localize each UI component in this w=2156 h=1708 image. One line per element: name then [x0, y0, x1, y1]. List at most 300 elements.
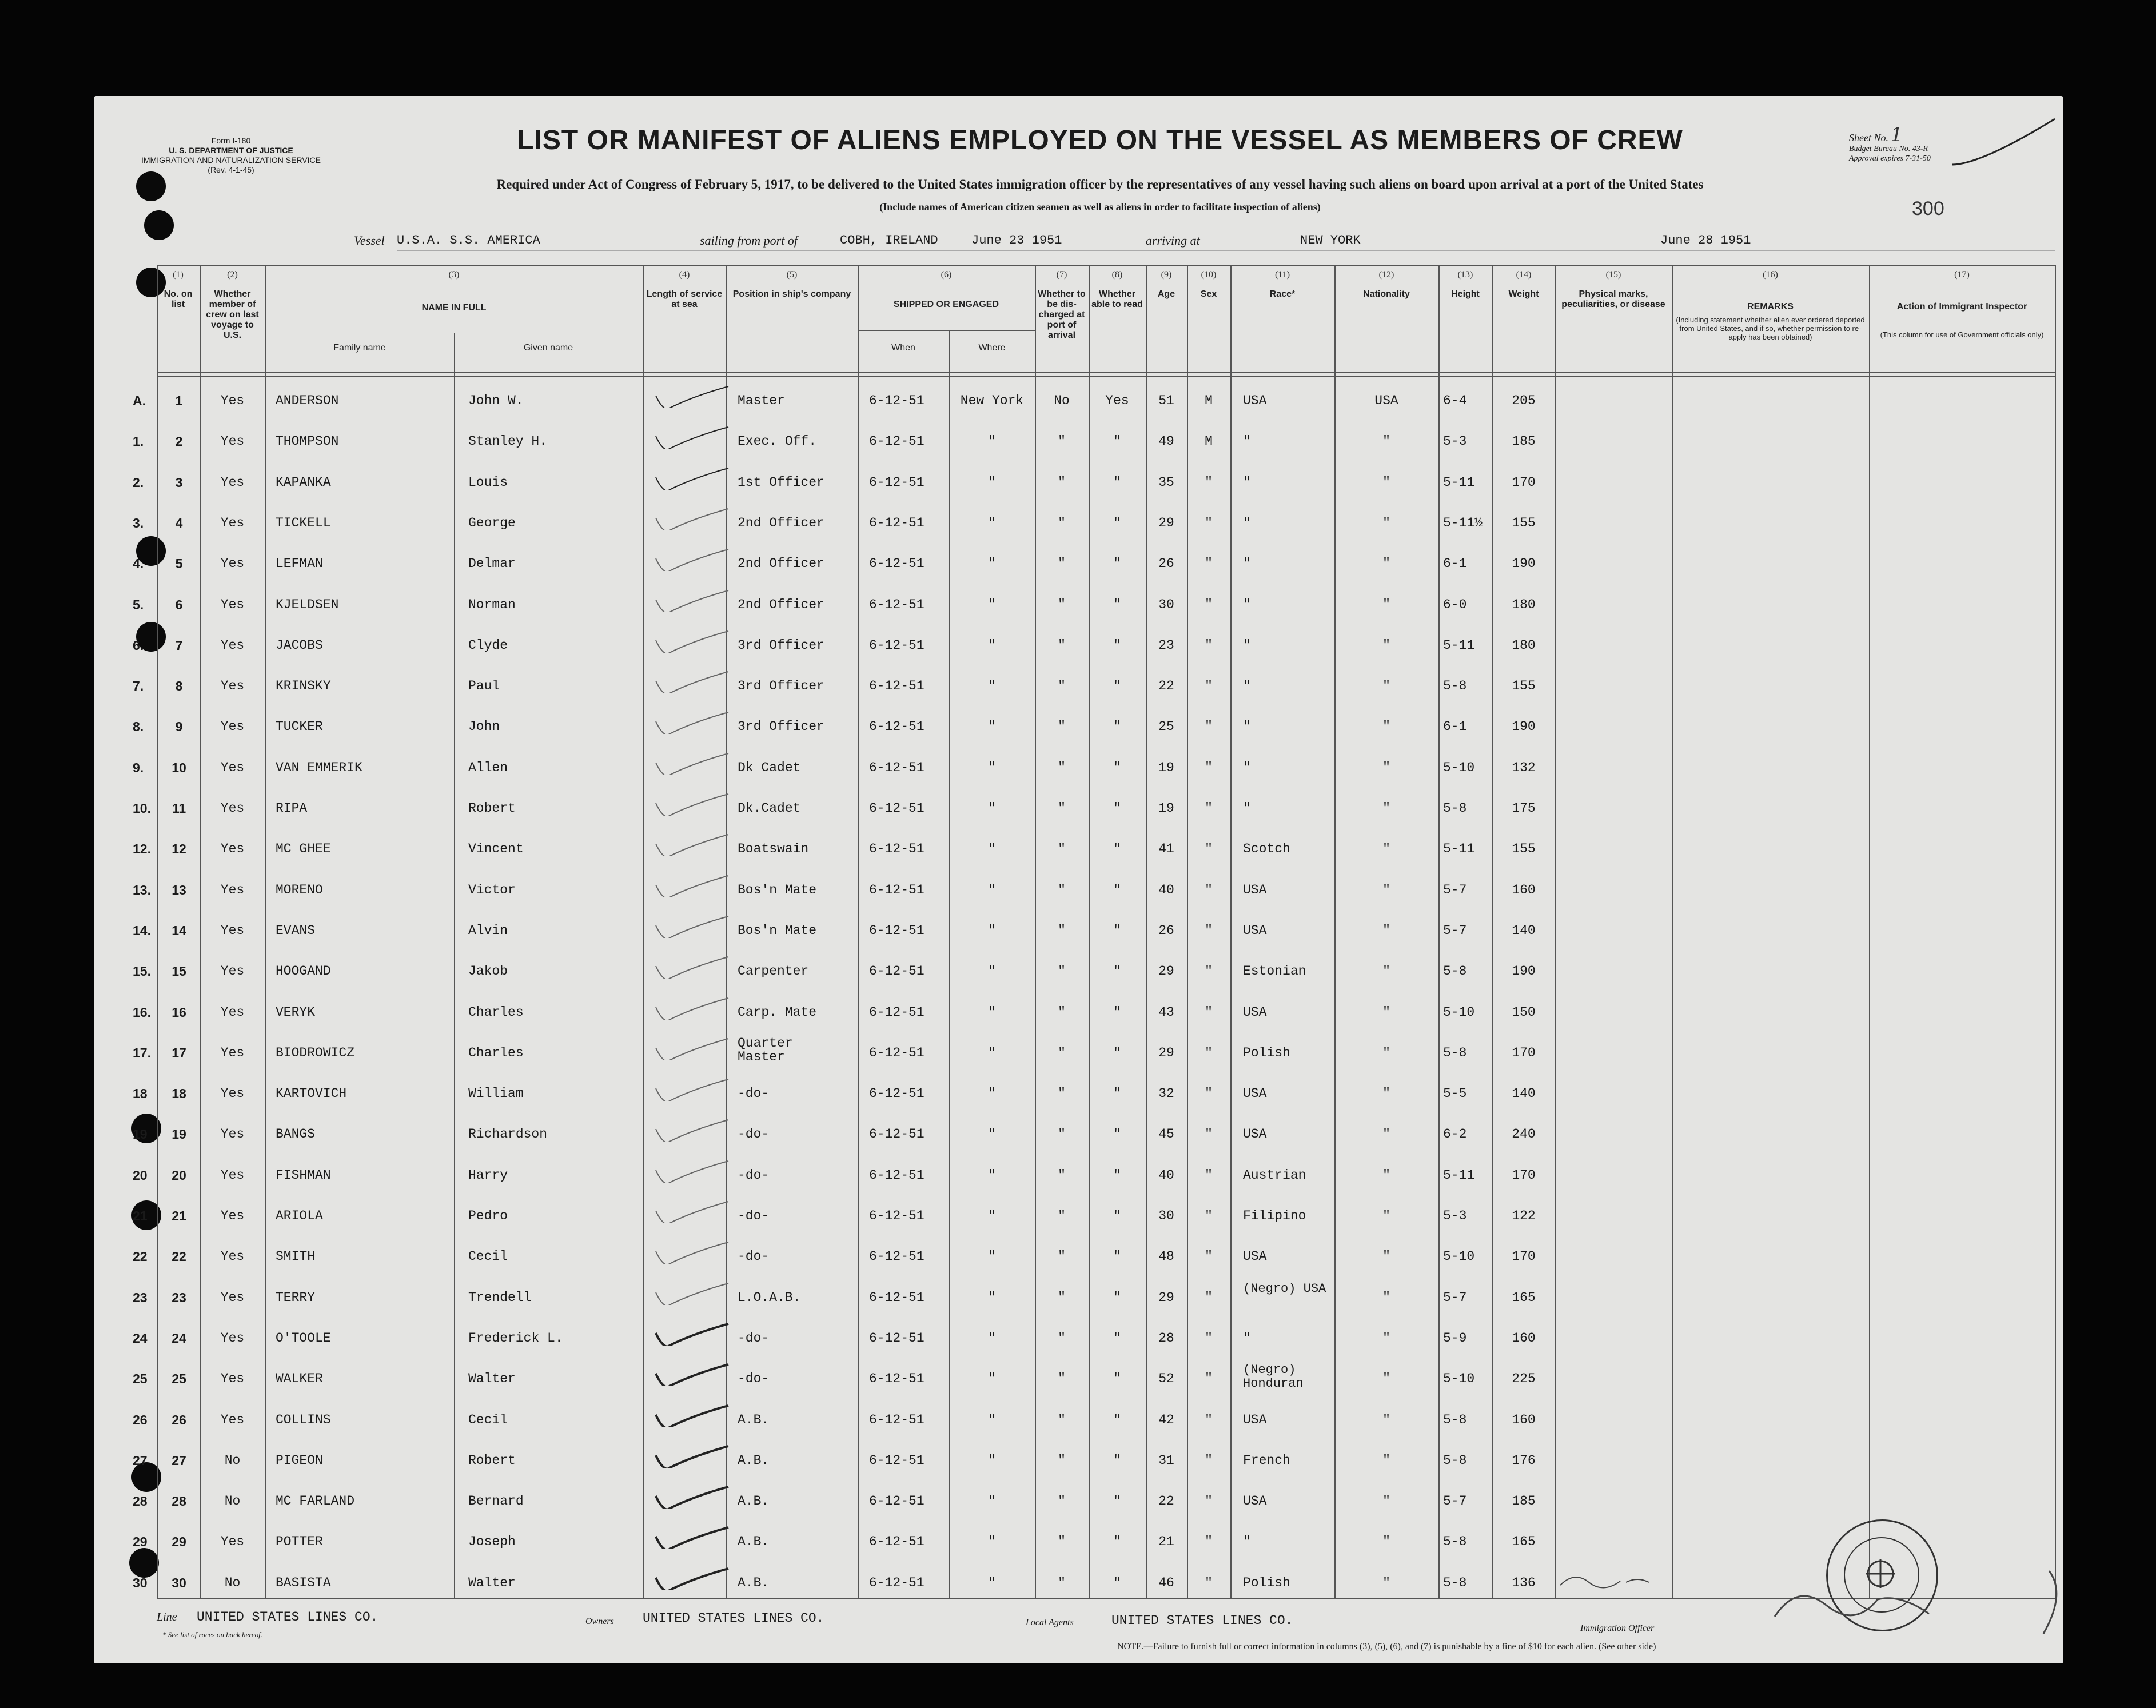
cell-where: " [988, 679, 996, 694]
cell-age: 28 [1158, 1330, 1174, 1346]
cell-race: Scotch [1243, 841, 1290, 857]
check-mark-icon [651, 508, 737, 530]
cell-family: KAPANKA [276, 474, 331, 490]
cell-given: Richardson [468, 1127, 548, 1142]
cell-age: 25 [1158, 719, 1174, 735]
stamp-number: 300 [1912, 198, 1944, 220]
column-rule [1230, 265, 1232, 1598]
cell-when: 6-12-51 [869, 1086, 924, 1102]
cell-when: 6-12-51 [869, 434, 924, 449]
arrival-port: NEW YORK [1300, 233, 1361, 248]
cell-read: " [1113, 474, 1121, 490]
cell-race: Filipino [1243, 1208, 1306, 1223]
vessel-label: Vessel [354, 233, 385, 248]
cell-disch: " [1058, 1575, 1066, 1590]
sailing-date: June 23 1951 [971, 233, 1062, 248]
column-header: Nationality [1363, 289, 1410, 299]
cell-when: 6-12-51 [869, 1004, 924, 1020]
cell-age: 51 [1158, 393, 1174, 408]
cell-height: 5-10 [1443, 1004, 1475, 1020]
cell-race: Polish [1243, 1575, 1290, 1590]
cell-sex: " [1205, 556, 1213, 572]
cell-given: Jakob [468, 964, 508, 979]
cell-weight: 190 [1512, 719, 1536, 735]
cell-when: 6-12-51 [869, 393, 924, 408]
row-prefix: 23 [133, 1290, 148, 1305]
cell-sex: " [1205, 1086, 1213, 1102]
cell-sex: " [1205, 1452, 1213, 1468]
cell-height: 6-2 [1443, 1127, 1467, 1142]
cell-disch: " [1058, 1004, 1066, 1020]
check-mark-icon [651, 752, 737, 775]
cell-age: 40 [1158, 1167, 1174, 1183]
row-number: 27 [172, 1452, 186, 1468]
cell-where: " [988, 556, 996, 572]
cell-weight: 122 [1512, 1208, 1536, 1223]
cell-read: " [1113, 637, 1121, 653]
cell-when: 6-12-51 [869, 515, 924, 530]
cell-crew: Yes [220, 801, 245, 816]
cell-race: USA [1243, 1004, 1267, 1020]
cell-when: 6-12-51 [869, 1330, 924, 1346]
cell-race: USA [1243, 1412, 1267, 1427]
cell-nat: " [1382, 1249, 1390, 1264]
cell-crew: Yes [220, 556, 245, 572]
cell-where: " [988, 1004, 996, 1020]
cell-crew: Yes [220, 1086, 245, 1102]
cell-position: A.B. [738, 1575, 770, 1590]
cell-where: New York [960, 393, 1024, 408]
cell-read: " [1113, 1575, 1121, 1590]
column-number: (15) [1605, 270, 1621, 280]
cell-nat: " [1382, 1494, 1390, 1509]
divider [157, 372, 2055, 373]
cell-position: 2nd Officer [738, 515, 824, 530]
cell-when: 6-12-51 [869, 1249, 924, 1264]
cell-position: -do- [738, 1167, 770, 1183]
cell-where: " [988, 841, 996, 857]
check-mark-icon [651, 1323, 737, 1346]
cell-age: 49 [1158, 434, 1174, 449]
cell-family: RIPA [276, 801, 308, 816]
cell-where: " [988, 515, 996, 530]
cell-crew: Yes [220, 1045, 245, 1060]
cell-height: 5-11 [1443, 474, 1475, 490]
cell-sex: " [1205, 637, 1213, 653]
cell-disch: " [1058, 801, 1066, 816]
cell-sex: " [1205, 1167, 1213, 1183]
cell-height: 5-8 [1443, 1534, 1467, 1550]
cell-read: " [1113, 1086, 1121, 1102]
row-number: 8 [175, 679, 183, 694]
cell-read: " [1113, 597, 1121, 612]
cell-sex: " [1205, 1004, 1213, 1020]
column-header-note: (Including statement whether alien ever ordered deported from United States, and if so, whether permission to re-apply has been obtained) [1676, 316, 1865, 341]
cell-position: Dk Cadet [738, 760, 801, 775]
column-header: Position in ship's company [732, 289, 851, 299]
cell-weight: 160 [1512, 1412, 1536, 1427]
cell-family: ARIOLA [276, 1208, 323, 1223]
cell-read: " [1113, 1534, 1121, 1550]
column-rule [454, 333, 455, 1598]
cell-given: Pedro [468, 1208, 508, 1223]
cell-sex: " [1205, 760, 1213, 775]
cell-race: Polish [1243, 1045, 1290, 1060]
cell-disch: " [1058, 1534, 1066, 1550]
sheet-label: Sheet No. [1849, 132, 1888, 143]
row-number: 3 [175, 474, 183, 490]
cell-nat: " [1382, 882, 1390, 897]
column-header: Weight [1508, 289, 1539, 299]
cell-where: " [988, 597, 996, 612]
cell-read: " [1113, 679, 1121, 694]
column-header: Whether member of crew on last voyage to U.S. [206, 289, 259, 340]
row-prefix: 15. [133, 964, 151, 979]
cell-crew: Yes [220, 882, 245, 897]
row-prefix: 12. [133, 841, 151, 857]
row-number: 26 [172, 1412, 186, 1427]
cell-crew: Yes [220, 1534, 245, 1550]
check-mark-icon [651, 1119, 737, 1142]
cell-read: " [1113, 760, 1121, 775]
cell-read: " [1113, 1127, 1121, 1142]
cell-nat: " [1382, 841, 1390, 857]
cell-disch: " [1058, 1371, 1066, 1387]
cell-position: A.B. [738, 1412, 770, 1427]
cell-where: " [988, 1290, 996, 1305]
cell-where: " [988, 964, 996, 979]
row-prefix: 20 [133, 1167, 148, 1183]
cell-nat: " [1382, 1086, 1390, 1102]
cell-position: 2nd Officer [738, 556, 824, 572]
cell-weight: 185 [1512, 434, 1536, 449]
cell-height: 5-8 [1443, 1412, 1467, 1427]
column-number: (11) [1274, 270, 1290, 280]
cell-given: Trendell [468, 1290, 532, 1305]
cell-family: WALKER [276, 1371, 323, 1387]
check-mark-icon [651, 467, 737, 490]
cell-read: " [1113, 1494, 1121, 1509]
divider [157, 376, 2055, 377]
cell-disch: " [1058, 434, 1066, 449]
cell-read: " [1113, 1290, 1121, 1305]
cell-sex: " [1205, 964, 1213, 979]
cell-family: PIGEON [276, 1452, 323, 1468]
cell-sex: " [1205, 1045, 1213, 1060]
cell-crew: Yes [220, 1127, 245, 1142]
column-rule [1438, 265, 1440, 1598]
cell-crew: Yes [220, 393, 245, 408]
cell-read: " [1113, 515, 1121, 530]
cell-weight: 170 [1512, 1045, 1536, 1060]
cell-age: 26 [1158, 556, 1174, 572]
cell-weight: 155 [1512, 515, 1536, 530]
sailing-port: COBH, IRELAND [840, 233, 938, 248]
cell-age: 46 [1158, 1575, 1174, 1590]
cell-nat: " [1382, 1290, 1390, 1305]
cell-where: " [988, 637, 996, 653]
cell-nat: " [1382, 1208, 1390, 1223]
cell-weight: 165 [1512, 1290, 1536, 1305]
cell-nat: " [1382, 719, 1390, 735]
cell-age: 32 [1158, 1086, 1174, 1102]
cell-family: VERYK [276, 1004, 316, 1020]
row-prefix: 8. [133, 719, 144, 735]
row-number: 28 [172, 1494, 186, 1509]
check-mark-icon [651, 915, 737, 938]
cell-race: USA [1243, 1249, 1267, 1264]
cell-disch: " [1058, 1086, 1066, 1102]
cell-read: " [1113, 841, 1121, 857]
cell-position: 3rd Officer [738, 637, 824, 653]
cell-where: " [988, 923, 996, 938]
cell-height: 5-11 [1443, 637, 1475, 653]
column-header: Age [1157, 289, 1175, 299]
cell-sex: " [1205, 1290, 1213, 1305]
check-mark-icon [651, 630, 737, 653]
cell-height: 5-7 [1443, 1290, 1467, 1305]
check-mark-icon [651, 833, 737, 856]
cell-where: " [988, 1412, 996, 1427]
cell-when: 6-12-51 [869, 637, 924, 653]
service: IMMIGRATION AND NATURALIZATION SERVICE [141, 155, 321, 165]
cell-read: " [1113, 1167, 1121, 1183]
cell-age: 19 [1158, 801, 1174, 816]
cell-crew: Yes [220, 719, 245, 735]
cell-when: 6-12-51 [869, 1127, 924, 1142]
cell-given: Robert [468, 1452, 516, 1468]
cell-age: 30 [1158, 1208, 1174, 1223]
cell-family: LEFMAN [276, 556, 323, 572]
cell-disch: " [1058, 923, 1066, 938]
cell-sex: " [1205, 882, 1213, 897]
cell-height: 5-7 [1443, 923, 1467, 938]
cell-when: 6-12-51 [869, 1208, 924, 1223]
cell-read: " [1113, 1208, 1121, 1223]
cell-given: Norman [468, 597, 516, 612]
cell-sex: " [1205, 1494, 1213, 1509]
cell-where: " [988, 1452, 996, 1468]
divider [397, 250, 2055, 251]
cell-given: Walter [468, 1371, 516, 1387]
row-prefix: 26 [133, 1412, 148, 1427]
column-number: (7) [1056, 270, 1067, 280]
races-note: * See list of races on back hereof. [162, 1630, 262, 1639]
cell-position: -do- [738, 1371, 770, 1387]
cell-age: 31 [1158, 1452, 1174, 1468]
cell-nat: " [1382, 474, 1390, 490]
cell-weight: 155 [1512, 679, 1536, 694]
cell-family: BANGS [276, 1127, 316, 1142]
cell-sex: " [1205, 515, 1213, 530]
cell-crew: Yes [220, 1167, 245, 1183]
cell-sex: M [1205, 434, 1213, 449]
cell-weight: 165 [1512, 1534, 1536, 1550]
row-prefix: 2. [133, 474, 144, 490]
cell-read: Yes [1105, 393, 1129, 408]
cell-age: 42 [1158, 1412, 1174, 1427]
cell-weight: 170 [1512, 1249, 1536, 1264]
row-number: 21 [172, 1208, 186, 1223]
cell-crew: Yes [220, 679, 245, 694]
owners-label: Owners [585, 1617, 614, 1626]
cell-position: -do- [738, 1127, 770, 1142]
cell-weight: 180 [1512, 637, 1536, 653]
cell-age: 45 [1158, 1127, 1174, 1142]
cell-family: TICKELL [276, 515, 331, 530]
cell-position: -do- [738, 1330, 770, 1346]
cell-race: Austrian [1243, 1167, 1306, 1183]
cell-when: 6-12-51 [869, 679, 924, 694]
column-number: (9) [1161, 270, 1172, 280]
cell-disch: " [1058, 1412, 1066, 1427]
row-number: 24 [172, 1330, 186, 1346]
cell-when: 6-12-51 [869, 1167, 924, 1183]
check-mark-icon [651, 1445, 737, 1468]
cell-position: Carp. Mate [738, 1004, 817, 1020]
cell-race: USA [1243, 882, 1267, 897]
cell-crew: Yes [220, 760, 245, 775]
check-mark-icon [651, 1078, 737, 1101]
cell-race: " [1243, 1534, 1251, 1550]
cell-disch: " [1058, 597, 1066, 612]
cell-sex: " [1205, 1371, 1213, 1387]
column-number: (4) [679, 270, 690, 280]
cell-where: " [988, 1249, 996, 1264]
approval-expires: Approval expires 7-31-50 [1849, 154, 1931, 163]
cell-sex: " [1205, 1127, 1213, 1142]
cell-race: French [1243, 1452, 1290, 1468]
cell-height: 5-8 [1443, 1452, 1467, 1468]
cell-race: USA [1243, 1494, 1267, 1509]
cell-read: " [1113, 801, 1121, 816]
cell-family: MC FARLAND [276, 1494, 355, 1509]
cell-disch: " [1058, 637, 1066, 653]
page-title: LIST OR MANIFEST OF ALIENS EMPLOYED ON THE VESSEL AS MEMBERS OF CREW [517, 125, 1683, 155]
column-number: (2) [227, 270, 238, 280]
cell-given: Louis [468, 474, 508, 490]
cell-sex: " [1205, 1412, 1213, 1427]
column-header: REMARKS [1747, 302, 1794, 312]
cell-disch: " [1058, 679, 1066, 694]
cell-age: 22 [1158, 1494, 1174, 1509]
cell-when: 6-12-51 [869, 719, 924, 735]
cell-disch: " [1058, 474, 1066, 490]
cell-crew: No [224, 1494, 241, 1509]
check-mark-icon [651, 589, 737, 612]
cell-where: " [988, 1330, 996, 1346]
row-number: 11 [172, 801, 186, 816]
cell-race: " [1243, 515, 1251, 530]
column-number: (1) [173, 270, 184, 280]
check-mark-icon [651, 1241, 737, 1264]
cell-height: 5-10 [1443, 1371, 1475, 1387]
column-number: (13) [1457, 270, 1473, 280]
cell-crew: Yes [220, 637, 245, 653]
punch-hole [129, 1548, 159, 1578]
column-rule [858, 265, 859, 1598]
cell-nat: " [1382, 1004, 1390, 1020]
cell-sex: " [1205, 1249, 1213, 1264]
column-number: (6) [940, 270, 952, 280]
cell-nat: " [1382, 1575, 1390, 1590]
cell-height: 6-0 [1443, 597, 1467, 612]
cell-weight: 205 [1512, 393, 1536, 408]
cell-age: 23 [1158, 637, 1174, 653]
row-number: 19 [172, 1127, 186, 1142]
cell-given: John [468, 719, 500, 735]
cell-age: 29 [1158, 515, 1174, 530]
row-prefix: 19 [133, 1127, 148, 1142]
cell-weight: 160 [1512, 882, 1536, 897]
cell-sex: " [1205, 841, 1213, 857]
sailing-label: sailing from port of [700, 233, 798, 248]
cell-weight: 190 [1512, 964, 1536, 979]
cell-nat: " [1382, 1127, 1390, 1142]
cell-age: 29 [1158, 1045, 1174, 1060]
cell-position: 3rd Officer [738, 719, 824, 735]
row-number: 9 [175, 719, 183, 735]
column-header: Whether to be dis-charged at port of arrival [1038, 289, 1086, 340]
cell-family: TERRY [276, 1290, 316, 1305]
cell-given: Stanley H. [468, 434, 548, 449]
row-prefix: 6. [133, 637, 144, 653]
cell-weight: 155 [1512, 841, 1536, 857]
cell-height: 5-8 [1443, 801, 1467, 816]
row-number: 4 [175, 515, 183, 530]
column-rule [1869, 265, 1870, 1598]
column-rule [643, 265, 644, 1598]
cell-family: SMITH [276, 1249, 316, 1264]
cell-height: 5-8 [1443, 1575, 1467, 1590]
cell-read: " [1113, 1412, 1121, 1427]
cell-read: " [1113, 1330, 1121, 1346]
cell-sex: M [1205, 393, 1213, 408]
cell-sex: " [1205, 1575, 1213, 1590]
check-mark-icon [651, 793, 737, 816]
cell-age: 52 [1158, 1371, 1174, 1387]
cell-weight: 136 [1512, 1575, 1536, 1590]
cell-height: 6-1 [1443, 719, 1467, 735]
cell-nat: " [1382, 1371, 1390, 1387]
column-number: (5) [786, 270, 798, 280]
row-prefix: 21 [133, 1208, 148, 1223]
cell-disch: " [1058, 515, 1066, 530]
cell-read: " [1113, 964, 1121, 979]
cell-position: -do- [738, 1208, 770, 1223]
owners-value: UNITED STATES LINES CO. [643, 1611, 824, 1626]
cell-where: " [988, 719, 996, 735]
cell-read: " [1113, 923, 1121, 938]
cell-family: POTTER [276, 1534, 323, 1550]
cell-when: 6-12-51 [869, 1452, 924, 1468]
cell-height: 5-5 [1443, 1086, 1467, 1102]
cell-where: " [988, 1086, 996, 1102]
cell-age: 48 [1158, 1249, 1174, 1264]
column-subheader: Family name [333, 343, 386, 353]
cell-given: John W. [468, 393, 524, 408]
row-prefix: 25 [133, 1371, 148, 1387]
cell-race: Estonian [1243, 964, 1306, 979]
column-number: (8) [1111, 270, 1123, 280]
cell-sex: " [1205, 1330, 1213, 1346]
cell-weight: 225 [1512, 1371, 1536, 1387]
cell-given: Robert [468, 801, 516, 816]
cell-height: 5-8 [1443, 679, 1467, 694]
cell-when: 6-12-51 [869, 1290, 924, 1305]
check-mark-icon [651, 1404, 737, 1427]
cell-given: Cecil [468, 1412, 508, 1427]
